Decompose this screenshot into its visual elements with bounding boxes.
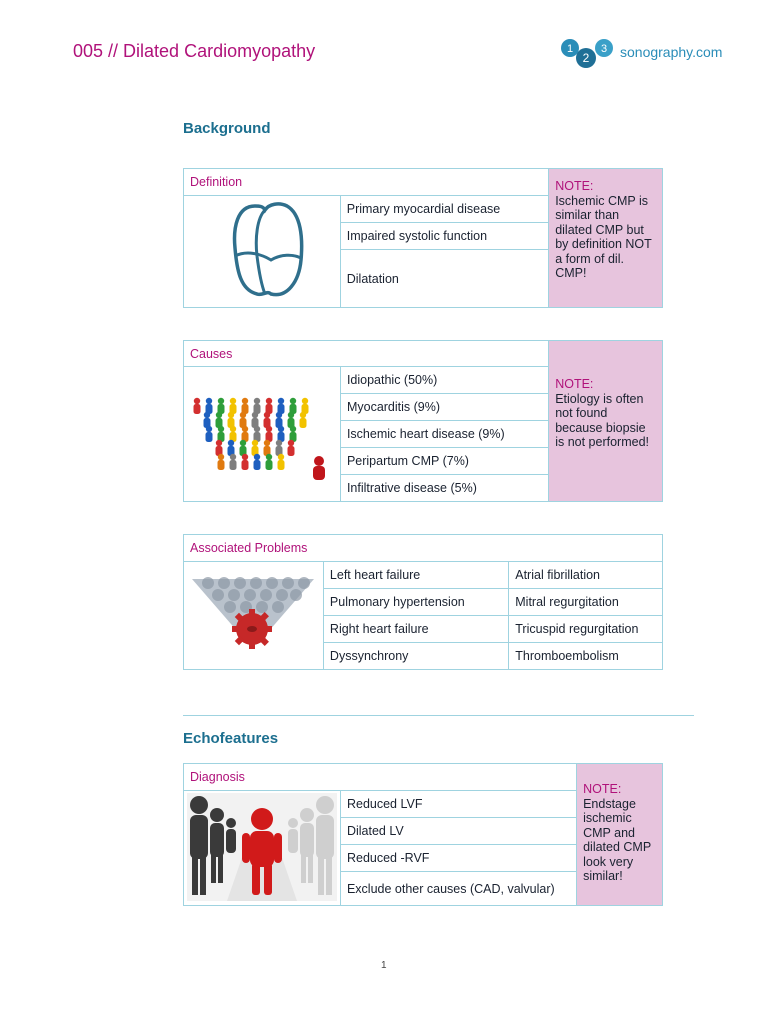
lone-red-figure-icon — [313, 456, 325, 480]
causes-note — [549, 341, 663, 502]
associated-item: Atrial fibrillation — [509, 562, 663, 589]
diagnosis-item: Reduced LVF — [340, 791, 576, 818]
logo — [560, 38, 740, 70]
cause-item: Myocarditis (9%) — [340, 394, 548, 421]
associated-item: Mitral regurgitation — [509, 589, 663, 616]
causes-header: Causes — [184, 341, 549, 367]
logo-digit-2: 2 — [582, 51, 590, 65]
associated-item: Left heart failure — [323, 562, 508, 589]
definition-header: Definition — [184, 169, 549, 196]
section-divider — [183, 715, 694, 716]
diagnosis-header: Diagnosis — [184, 764, 577, 791]
definition-item: Impaired systolic function — [340, 223, 548, 250]
logo-digit-3: 3 — [600, 43, 608, 55]
crowd-figures-image — [184, 367, 341, 502]
page-number: 1 — [381, 960, 387, 971]
definition-note-label: NOTE: — [555, 179, 594, 193]
red-figure-crowd-image — [184, 791, 341, 906]
associated-item: Pulmonary hypertension — [323, 589, 508, 616]
causes-note-text: Etiology is often not found because biopsie is not performed! — [555, 391, 649, 449]
heart-image — [184, 196, 341, 308]
logo-digit-1: 1 — [566, 43, 574, 55]
associated-item: Dyssynchrony — [323, 643, 508, 670]
associated-item: Right heart failure — [323, 616, 508, 643]
section-title-echofeatures: Echofeatures — [183, 730, 279, 747]
section-title-background: Background — [183, 120, 271, 137]
causes-table — [183, 340, 663, 502]
gears-icon — [188, 569, 318, 659]
diagnosis-note-text: Endstage ischemic CMP and dilated CMP look very similar! — [583, 796, 651, 883]
page-title: 005 // Dilated Cardiomyopathy — [73, 41, 316, 61]
diagnosis-table — [183, 763, 663, 906]
associated-header: Associated Problems — [184, 535, 663, 562]
standout-figure-icon — [187, 793, 337, 901]
diagnosis-item: Dilated LV — [340, 818, 576, 845]
diagnosis-note — [577, 764, 663, 906]
definition-item: Dilatation — [340, 250, 548, 308]
logo-text: sonography.com — [620, 44, 723, 60]
associated-item: Thromboembolism — [509, 643, 663, 670]
diagnosis-note-label: NOTE: — [583, 782, 622, 796]
crowd-figures-icon — [187, 383, 337, 483]
associated-problems-table — [183, 534, 663, 670]
cause-item: Idiopathic (50%) — [340, 367, 548, 394]
heart-outline-icon — [217, 198, 307, 302]
diagnosis-item: Exclude other causes (CAD, valvular) — [340, 872, 576, 906]
associated-item: Tricuspid regurgitation — [509, 616, 663, 643]
causes-note-label: NOTE: — [555, 377, 594, 391]
diagnosis-item: Reduced -RVF — [340, 845, 576, 872]
definition-note — [549, 169, 663, 308]
definition-item: Primary myocardial disease — [340, 196, 548, 223]
cause-item: Peripartum CMP (7%) — [340, 448, 548, 475]
cause-item: Infiltrative disease (5%) — [340, 475, 548, 502]
definition-note-text: Ischemic CMP is similar than dilated CMP but by definition NOT a form of dil. CMP! — [555, 193, 652, 280]
cause-item: Ischemic heart disease (9%) — [340, 421, 548, 448]
red-gear-icon — [232, 609, 272, 649]
definition-table — [183, 168, 663, 308]
gears-image — [184, 562, 324, 670]
